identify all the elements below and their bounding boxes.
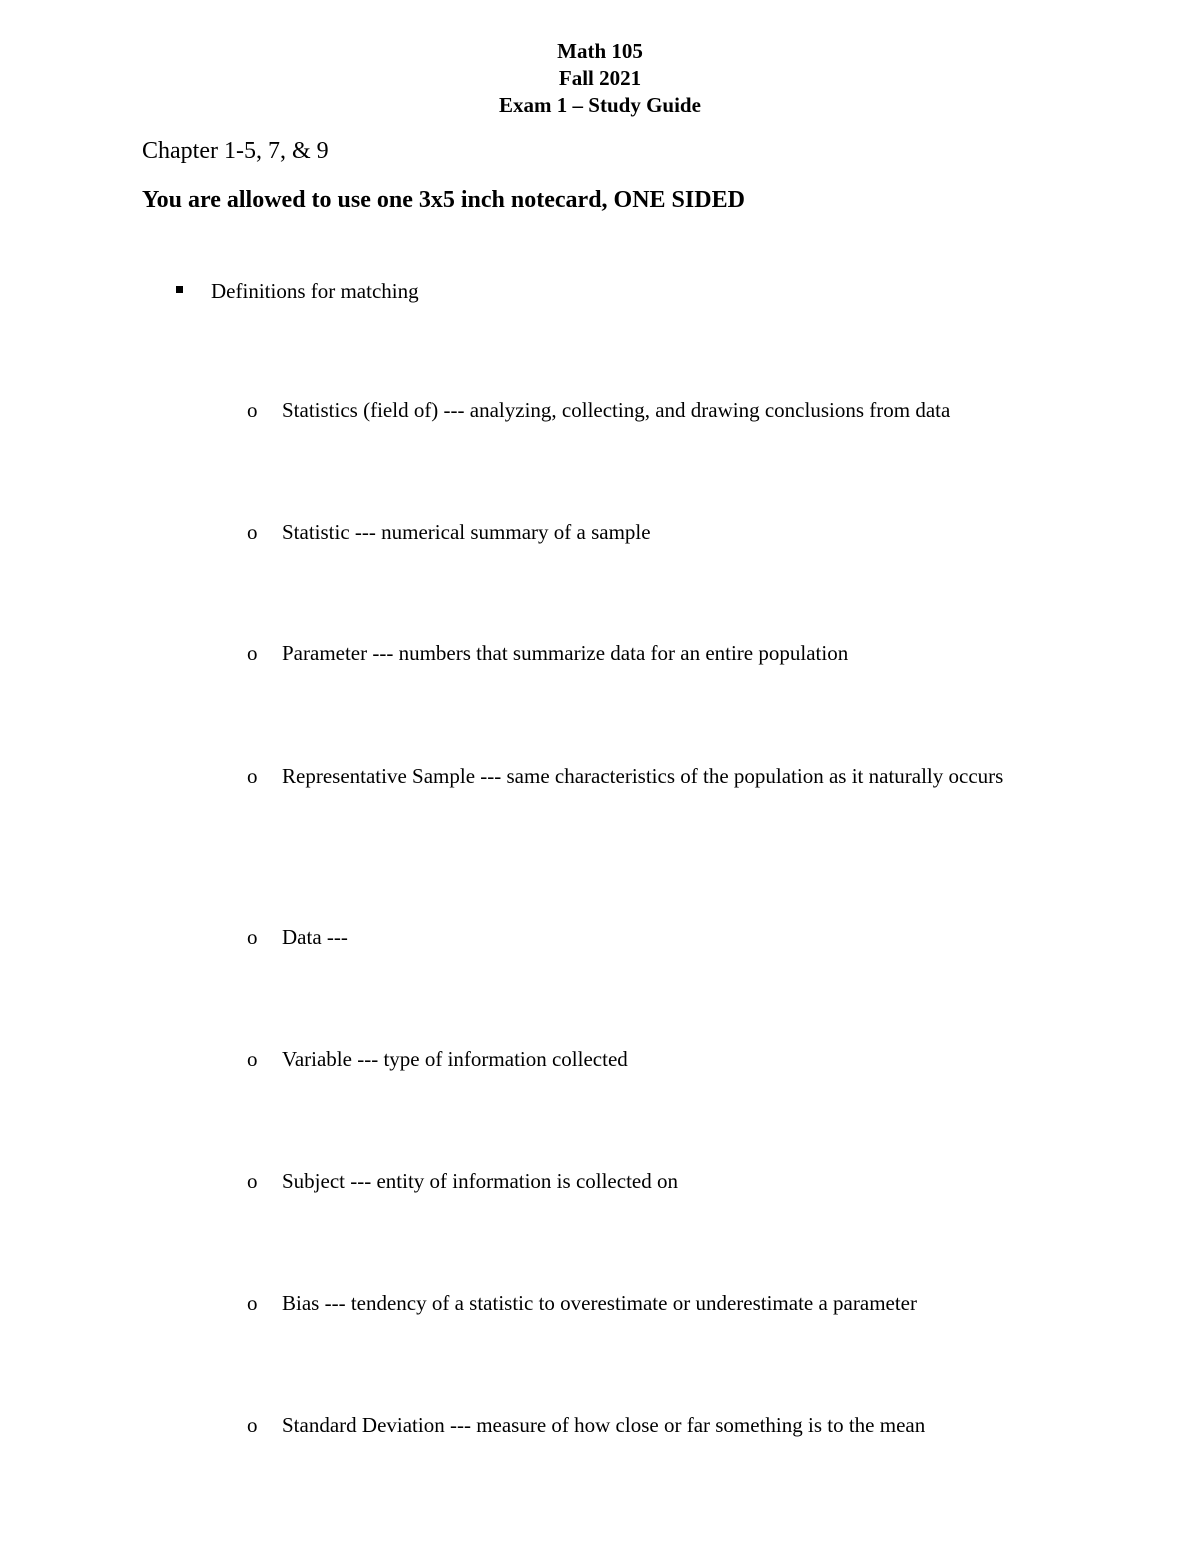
circle-bullet-icon: o xyxy=(247,1413,258,1437)
exam-title: Exam 1 – Study Guide xyxy=(499,93,701,117)
course-title: Math 105 xyxy=(557,39,643,63)
term-title: Fall 2021 xyxy=(558,66,642,90)
definition-text: Subject --- entity of information is collected on xyxy=(282,1169,678,1193)
circle-bullet-icon: o xyxy=(247,764,258,788)
circle-bullet-icon: o xyxy=(247,1169,258,1193)
circle-bullet-icon: o xyxy=(247,398,258,422)
definition-text: Standard Deviation --- measure of how close or far something is to the mean xyxy=(282,1413,926,1437)
definition-text: Statistic --- numerical summary of a sample xyxy=(282,520,651,544)
definition-text: Data --- xyxy=(282,925,348,949)
square-bullet-icon xyxy=(176,286,183,293)
definition-text: Representative Sample --- same characteristics of the population as it naturally occurs xyxy=(282,764,1004,788)
circle-bullet-icon: o xyxy=(247,641,258,665)
circle-bullet-icon: o xyxy=(247,1047,258,1071)
definition-text: Parameter --- numbers that summarize data for an entire population xyxy=(282,641,849,665)
definition-text: Bias --- tendency of a statistic to overestimate or underestimate a parameter xyxy=(282,1291,917,1315)
circle-bullet-icon: o xyxy=(247,925,258,949)
definition-text: Variable --- type of information collected xyxy=(282,1047,628,1071)
chapters-line: Chapter 1-5, 7, & 9 xyxy=(142,138,329,164)
definitions-list xyxy=(247,0,1067,1553)
definition-text: Statistics (field of) --- analyzing, collecting, and drawing conclusions from data xyxy=(282,398,951,422)
section-label: Definitions for matching xyxy=(211,279,419,303)
notecard-rule: You are allowed to use one 3x5 inch notecard, ONE SIDED xyxy=(142,187,745,213)
circle-bullet-icon: o xyxy=(247,520,258,544)
circle-bullet-icon: o xyxy=(247,1291,258,1315)
